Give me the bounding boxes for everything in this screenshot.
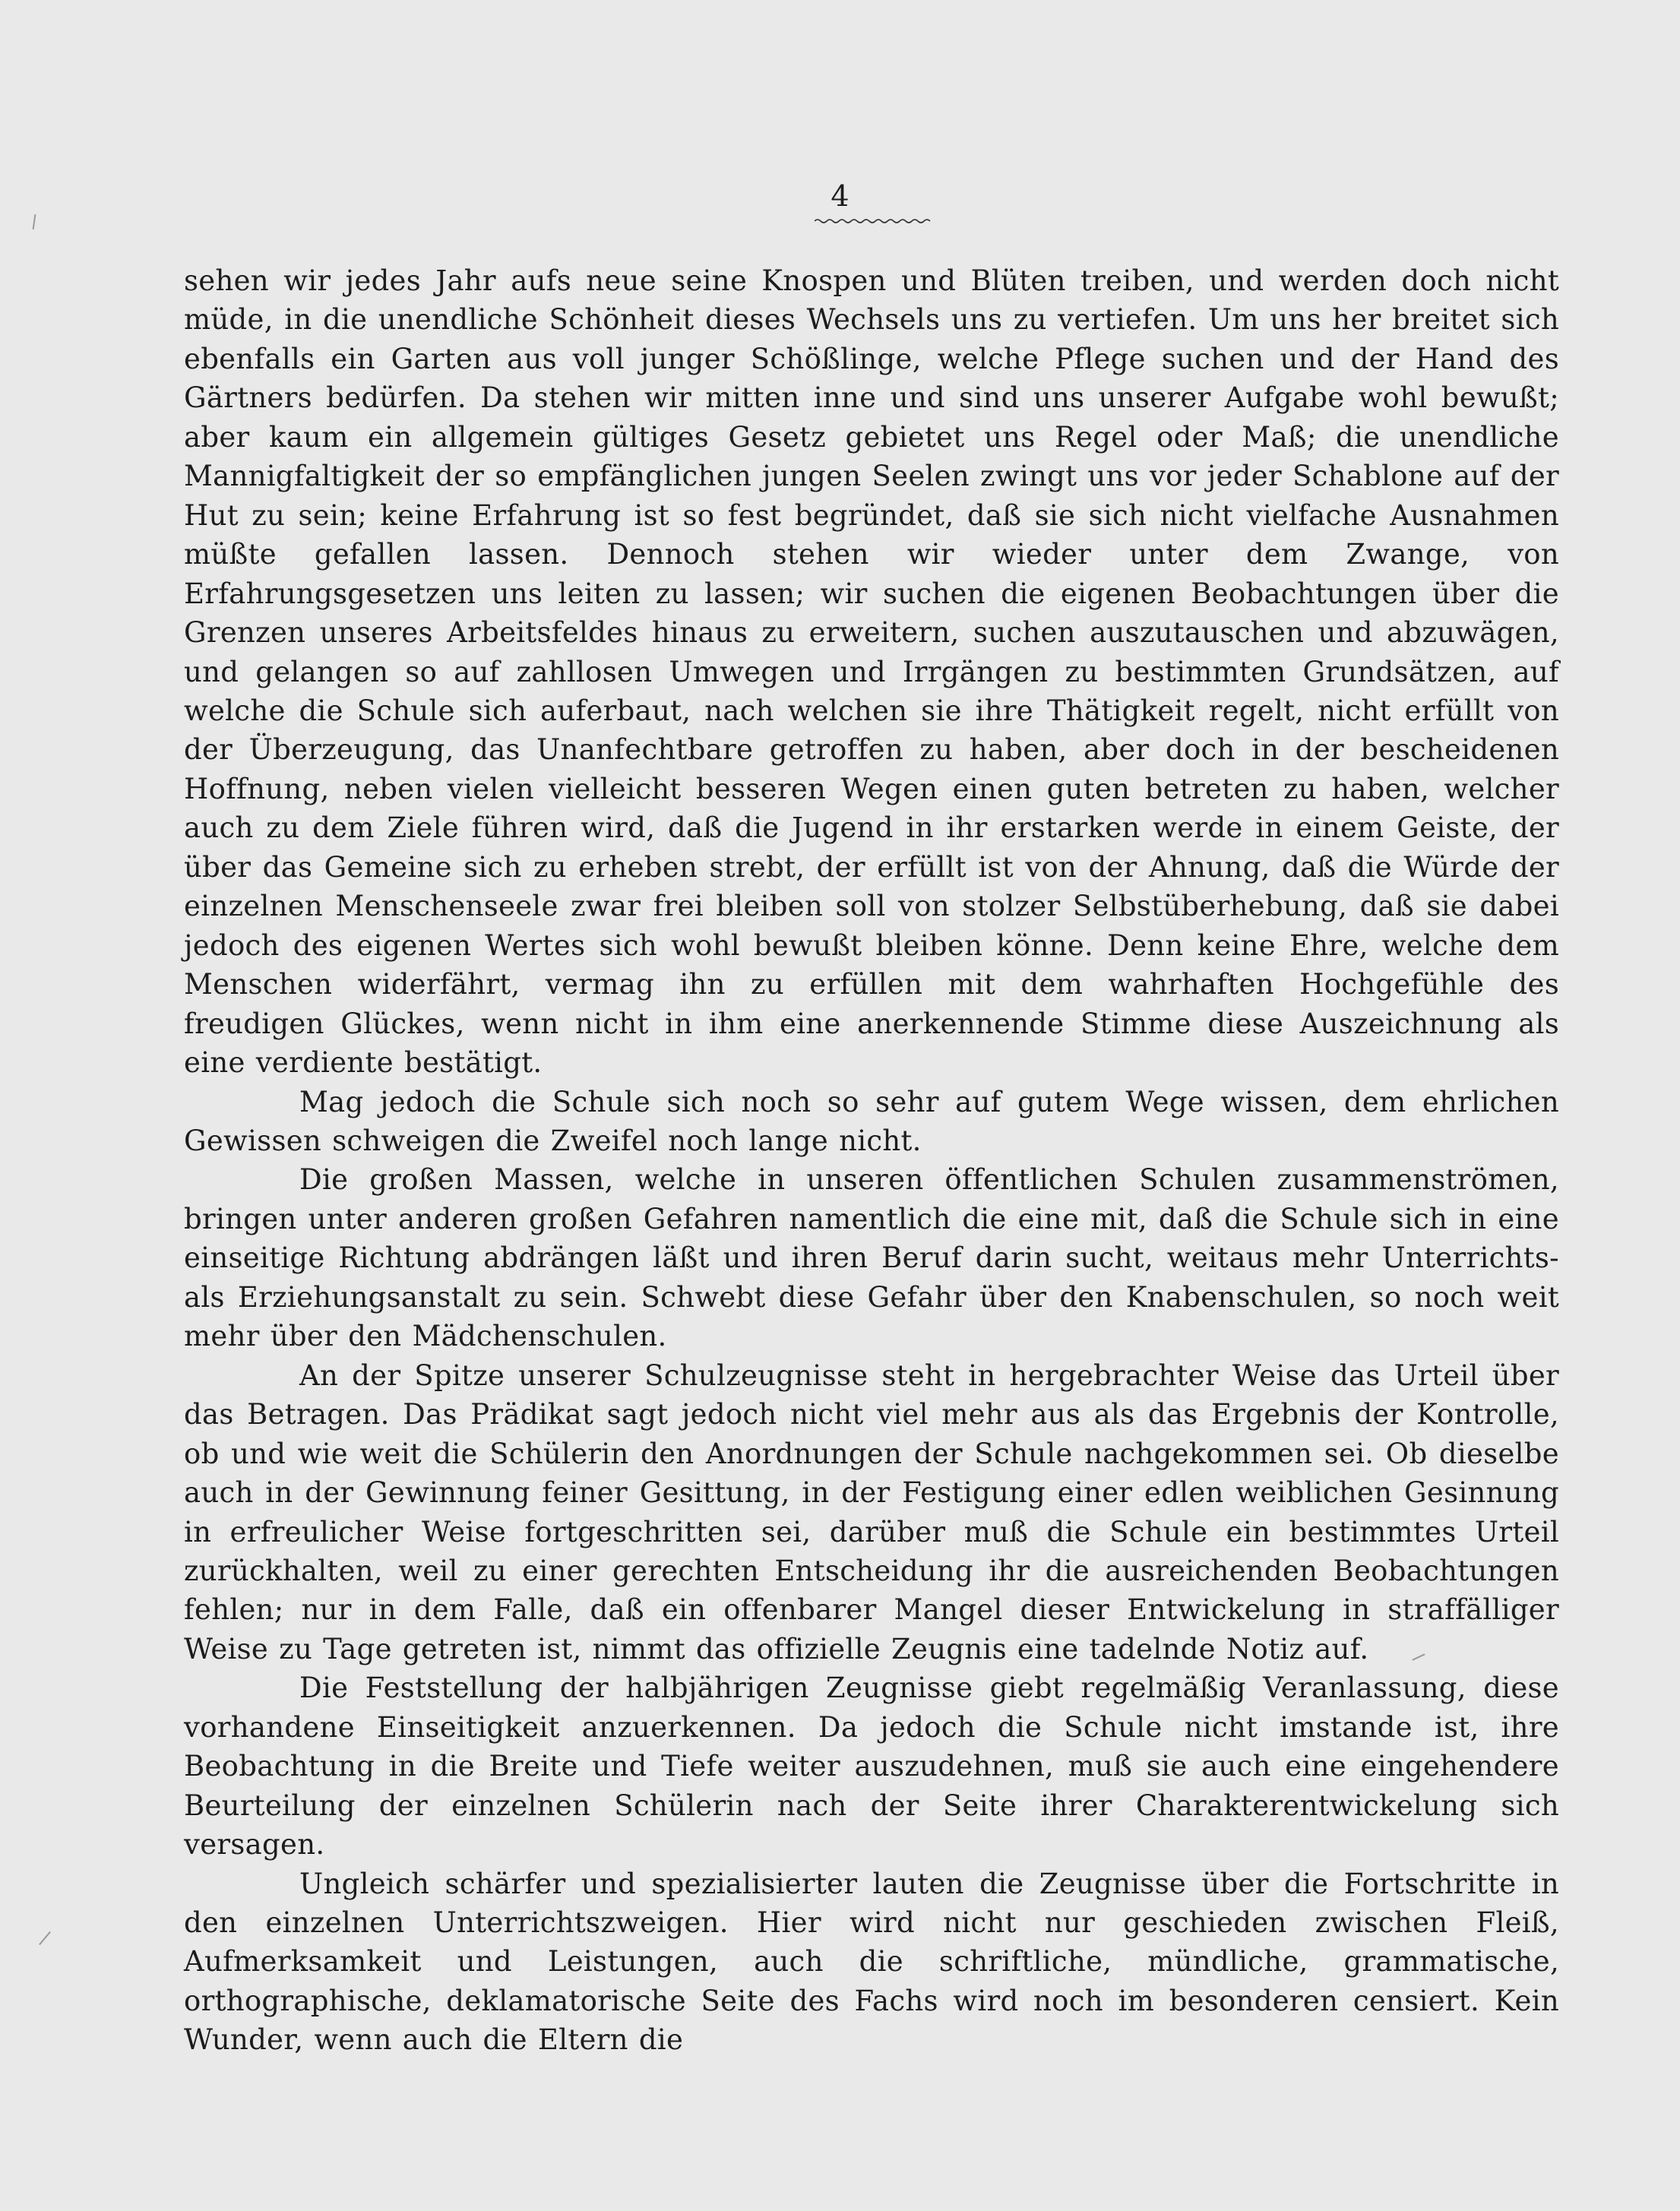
paragraph: Ungleich schärfer und spezialisierter lauten die Zeugnisse über die Fortschritte in den einzelnen Unterrichtszweigen. Hier wird nicht nur geschieden zwischen Fleiß, Aufmerksamkeit und Leistungen, auch die schriftliche, mündliche, grammatische, orthographische, deklamatorische Seite des Fachs wird noch im besonderen censiert. Kein Wunder, wenn auch die Eltern die xyxy=(184,1867,1559,2057)
ornament-divider xyxy=(815,217,933,225)
paragraph: Mag jedoch die Schule sich noch so sehr auf gutem Wege wissen, dem ehrlichen Gewissen schweigen die Zweifel noch lange nicht. xyxy=(184,1085,1559,1157)
paragraph: Die Feststellung der halbjährigen Zeugnisse giebt regelmäßig Veranlassung, diese vorhandene Einseitigkeit anzuerkennen. Da jedoch die Schule nicht imstande ist, ihre Beobachtung in die Breite und Tiefe weiter auszudehnen, muß sie auch eine eingehendere Beurteilung der einzelnen Schülerin nach der Seite ihrer Charakterentwickelung sich versagen. xyxy=(184,1672,1559,1861)
body-text xyxy=(184,261,1559,2060)
paragraph: Die großen Massen, welche in unseren öffentlichen Schulen zusammenströmen, bringen unter anderen großen Gefahren namentlich die eine mit, daß die Schule sich in eine einseitige Richtung abdrängen läßt und ihren Beruf darin sucht, weitaus mehr Unterrichts- als Erziehungsanstalt zu sein. Schwebt diese Gefahr über den Knabenschulen, so noch weit mehr über den Mädchenschulen. xyxy=(184,1163,1559,1353)
paragraph: An der Spitze unserer Schulzeugnisse steht in hergebrachter Weise das Urteil über das Betragen. Das Prädikat sagt jedoch nicht viel mehr aus als das Ergebnis der Kontrolle, ob und wie weit die Schülerin den Anordnungen der Schule nachgekommen sei. Ob dieselbe auch in der Gewinnung feiner Gesittung, in der Festigung einer edlen weiblichen Gesinnung in erfreulicher Weise fortgeschritten sei, darüber muß die Schule ein bestimmtes Urteil zurückhalten, weil zu einer gerechten Entscheidung ihr die ausreichenden Beobachtungen fehlen; nur in dem Falle, daß ein offenbarer Mangel dieser Entwickelung in straffälliger Weise zu Tage getreten ist, nimmt das offizielle Zeugnis eine tadelnde Notiz auf. xyxy=(184,1359,1559,1665)
margin-mark xyxy=(33,214,36,229)
margin-mark xyxy=(39,1931,51,1945)
paragraph: sehen wir jedes Jahr aufs neue seine Knospen und Blüten treiben, und werden doch nicht müde, in die unendliche Schönheit dieses Wechsels uns zu vertiefen. Um uns her breitet sich ebenfalls ein Garten aus voll junger Schößlinge, welche Pflege suchen und der Hand des Gärtners bedürfen. Da stehen wir mitten inne und sind uns unserer Aufgabe wohl bewußt; aber kaum ein allgemein gültiges Gesetz gebietet uns Regel oder Maß; die unendliche Mannigfaltigkeit der so empfänglichen jungen Seelen zwingt uns vor jeder Schablone auf der Hut zu sein; keine Erfahrung ist so fest begründet, daß sie sich nicht vielfache Ausnahmen müßte gefallen lassen. Dennoch stehen wir wieder unter dem Zwange, von Erfahrungsgesetzen uns leiten zu lassen; wir suchen die eigenen Beobachtungen über die Grenzen unseres Arbeitsfeldes hinaus zu erweitern, suchen auszutauschen und abzuwägen, und gelangen so auf zahllosen Umwegen und Irrgängen zu bestimmten Grundsätzen, auf welche die Schule sich auferbaut, nach welchen sie ihre Thätigkeit regelt, nicht erfüllt von der Überzeugung, das Unanfechtbare getroffen zu haben, aber doch in der bescheidenen Hoffnung, neben vielen vielleicht besseren Wegen einen guten betreten zu haben, welcher auch zu dem Ziele führen wird, daß die Jugend in ihr erstarken werde in einem Geiste, der über das Gemeine sich zu erheben strebt, der erfüllt ist von der Ahnung, daß die Würde der einzelnen Menschenseele zwar frei bleiben soll von stolzer Selbstüberhebung, daß sie dabei jedoch des eigenen Wertes sich wohl bewußt bleiben könne. Denn keine Ehre, welche dem Menschen widerfährt, vermag ihn zu erfüllen mit dem wahrhaften Hochgefühle des freudigen Glückes, wenn nicht in ihm eine anerkennende Stimme diese Auszeichnung als eine verdiente bestätigt. xyxy=(184,264,1559,1080)
page-number: 4 xyxy=(831,179,849,213)
